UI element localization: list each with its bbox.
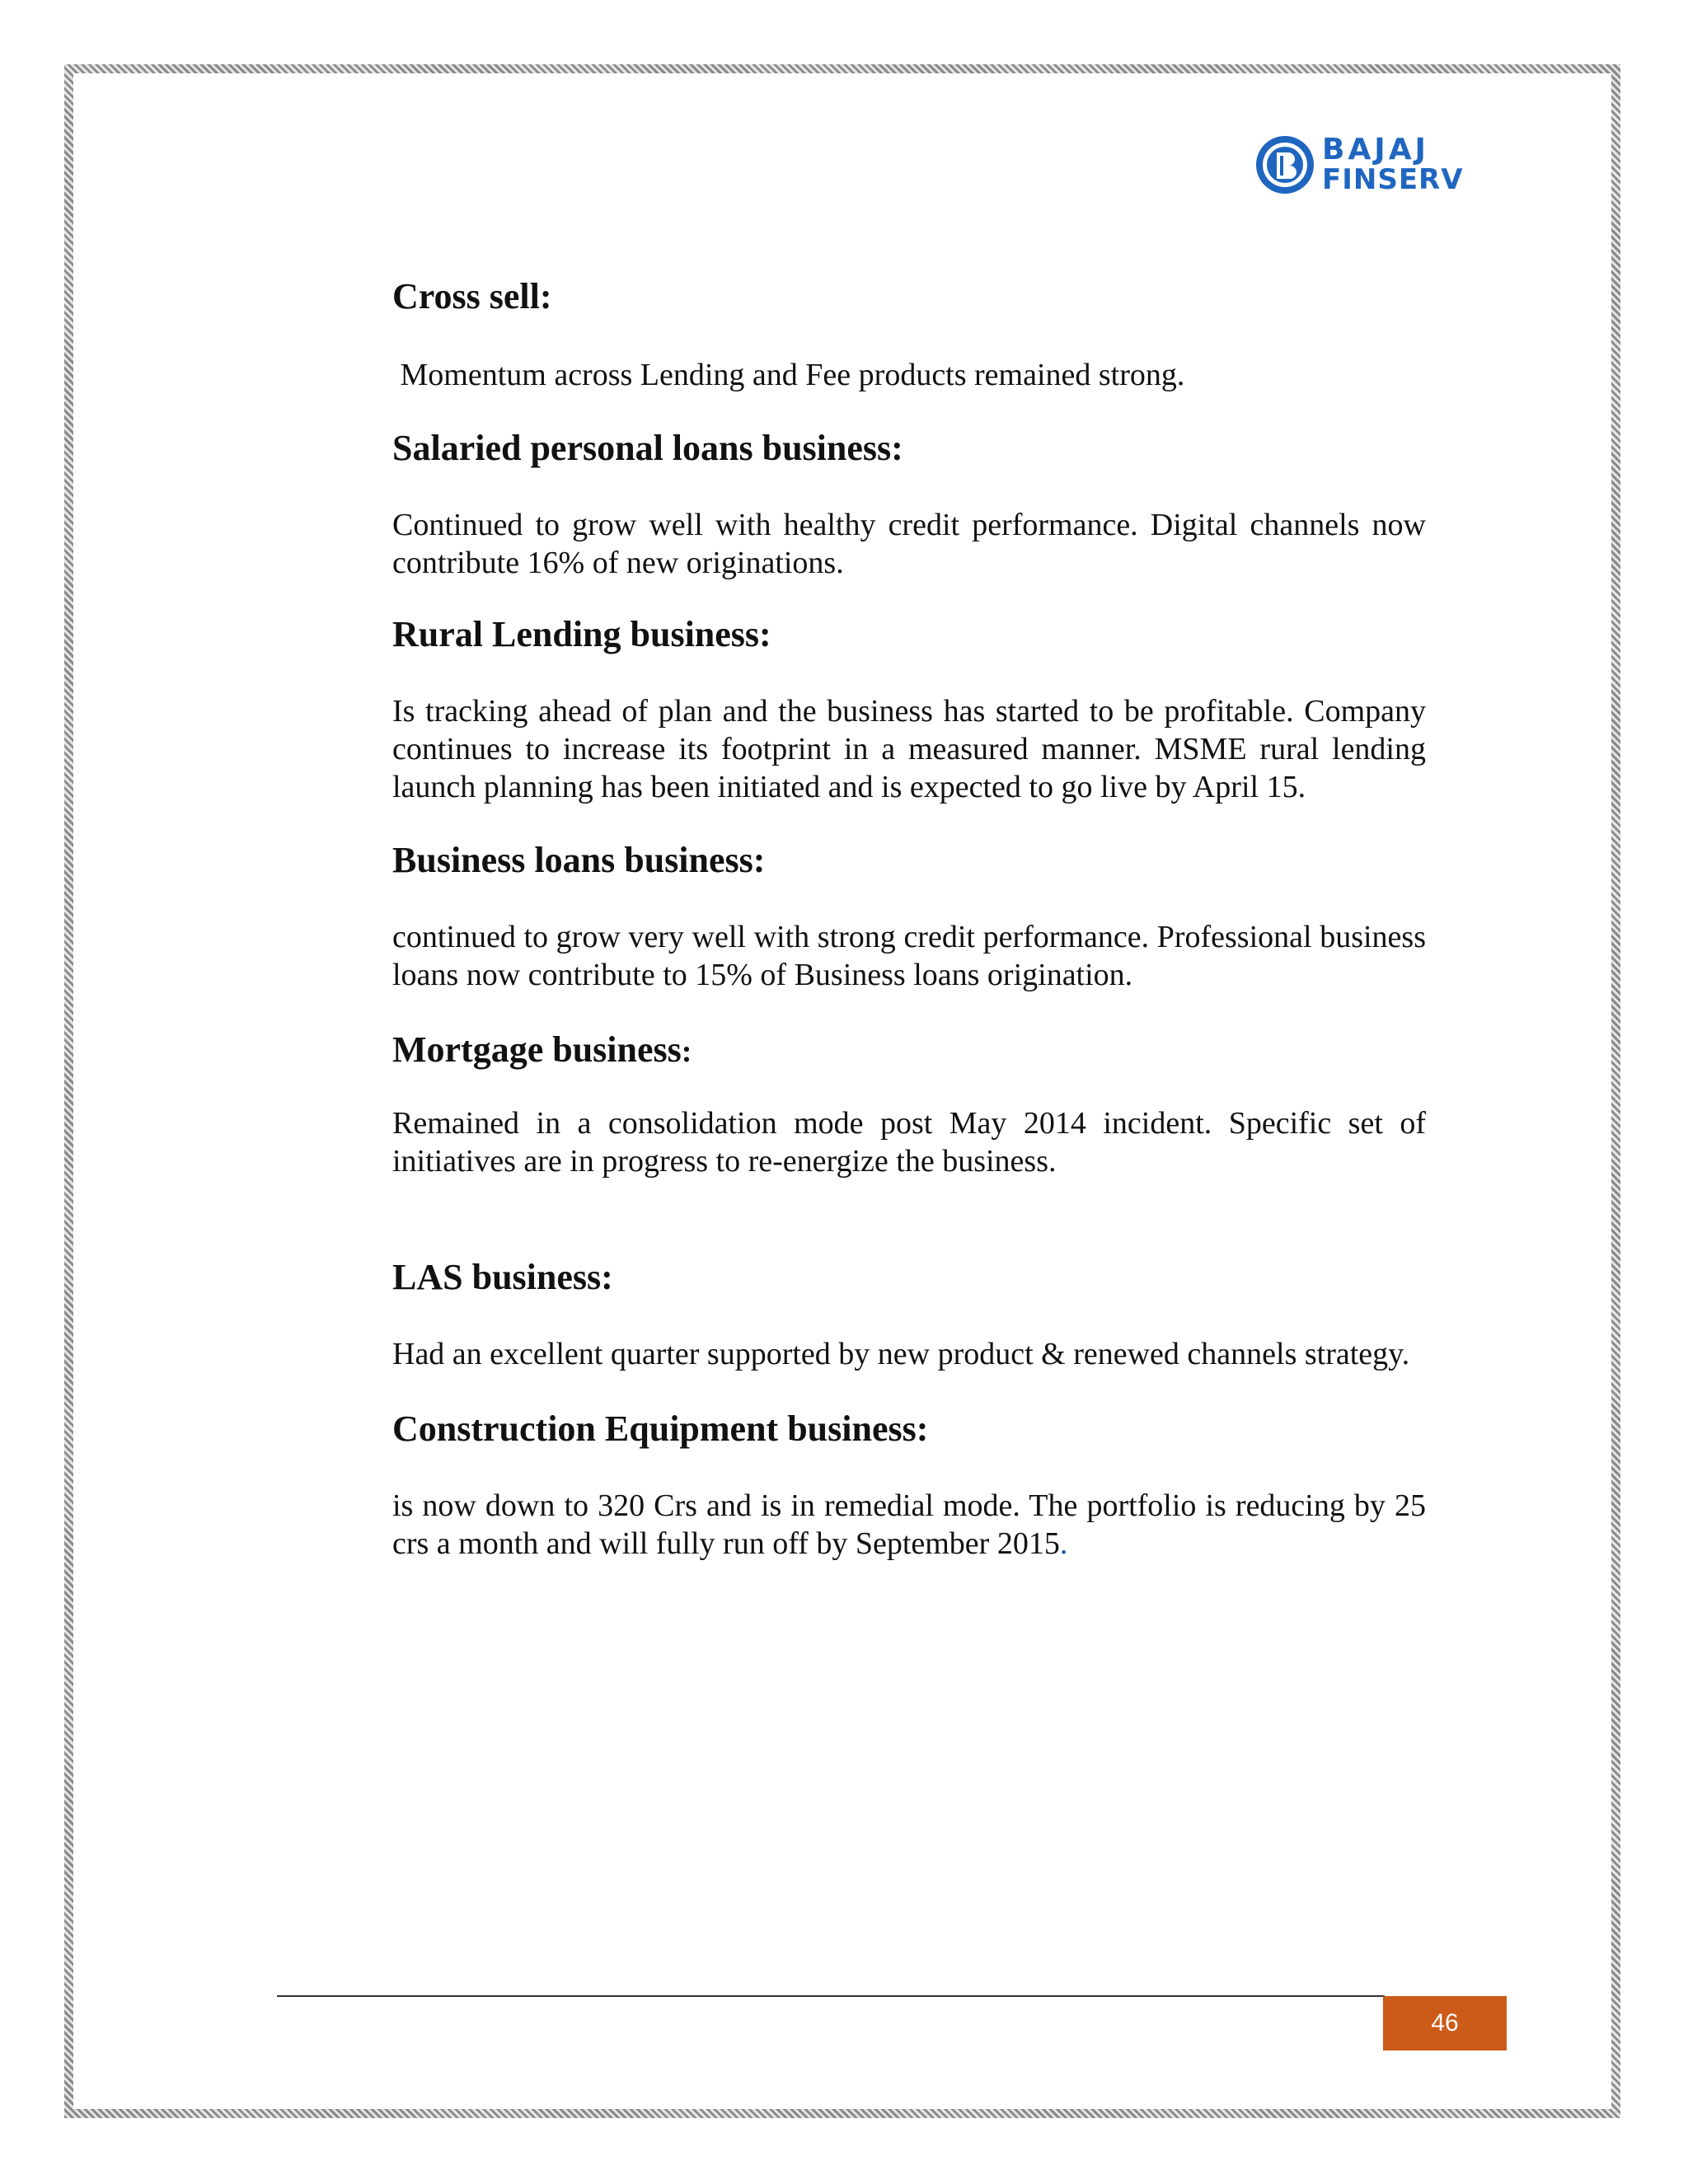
section-body: Is tracking ahead of plan and the business has started to be profitable. Company continues to increase its footprint in a measured manner. MSME rural lending launch planning has been initiated and is expected to go live by April 15. bbox=[392, 694, 1426, 804]
bajaj-finserv-logo bbox=[1254, 132, 1485, 198]
section-body-end: . bbox=[1059, 1526, 1068, 1561]
section-business-loans bbox=[392, 836, 1426, 994]
section-body bbox=[392, 1487, 1426, 1563]
section-rural-lending bbox=[392, 610, 1426, 806]
document-body bbox=[392, 272, 1426, 1563]
section-body-text: is now down to 320 Crs and is in remedial mode. The portfolio is reducing by 25 crs a month and will fully run off by September 2015 bbox=[392, 1488, 1426, 1561]
section-body: continued to grow very well with strong credit performance. Professional business loans now contribute to 15% of Business loans origination. bbox=[392, 920, 1426, 992]
section-heading: Cross sell: bbox=[392, 276, 552, 316]
section-heading-colon: : bbox=[681, 1034, 692, 1069]
section-construction-equipment bbox=[392, 1404, 1426, 1563]
logo-word-bajaj: BAJAJ bbox=[1322, 133, 1429, 166]
section-heading: Construction Equipment business: bbox=[392, 1408, 929, 1449]
section-mortgage bbox=[392, 1025, 1426, 1180]
section-body: Had an excellent quarter supported by new product & renewed channels strategy. bbox=[392, 1337, 1410, 1371]
footer-rule bbox=[277, 1995, 1385, 1997]
section-body: Continued to grow well with healthy credit performance. Digital channels now contribute 16% of new originations. bbox=[392, 508, 1426, 580]
section-body: Momentum across Lending and Fee products remained strong. bbox=[392, 358, 1185, 392]
page-number: 46 bbox=[1383, 1996, 1507, 2050]
section-salaried-personal-loans bbox=[392, 424, 1426, 582]
logo-word-finserv: FINSERV bbox=[1322, 163, 1464, 196]
section-heading: Rural Lending business: bbox=[392, 614, 771, 654]
section-heading: Salaried personal loans business: bbox=[392, 428, 903, 468]
section-las bbox=[392, 1253, 1426, 1373]
section-body: Remained in a consolidation mode post May 2014 incident. Specific set of initiatives are in progress to re-energize the business. bbox=[392, 1106, 1426, 1179]
section-cross-sell bbox=[392, 272, 1426, 394]
section-heading: Business loans business: bbox=[392, 840, 766, 880]
section-heading bbox=[392, 1025, 1426, 1076]
section-heading-text: Mortgage business bbox=[392, 1029, 682, 1070]
section-heading: LAS business: bbox=[392, 1257, 613, 1297]
logo-wordmark bbox=[1322, 135, 1464, 194]
bajaj-finserv-emblem-icon bbox=[1254, 134, 1315, 195]
